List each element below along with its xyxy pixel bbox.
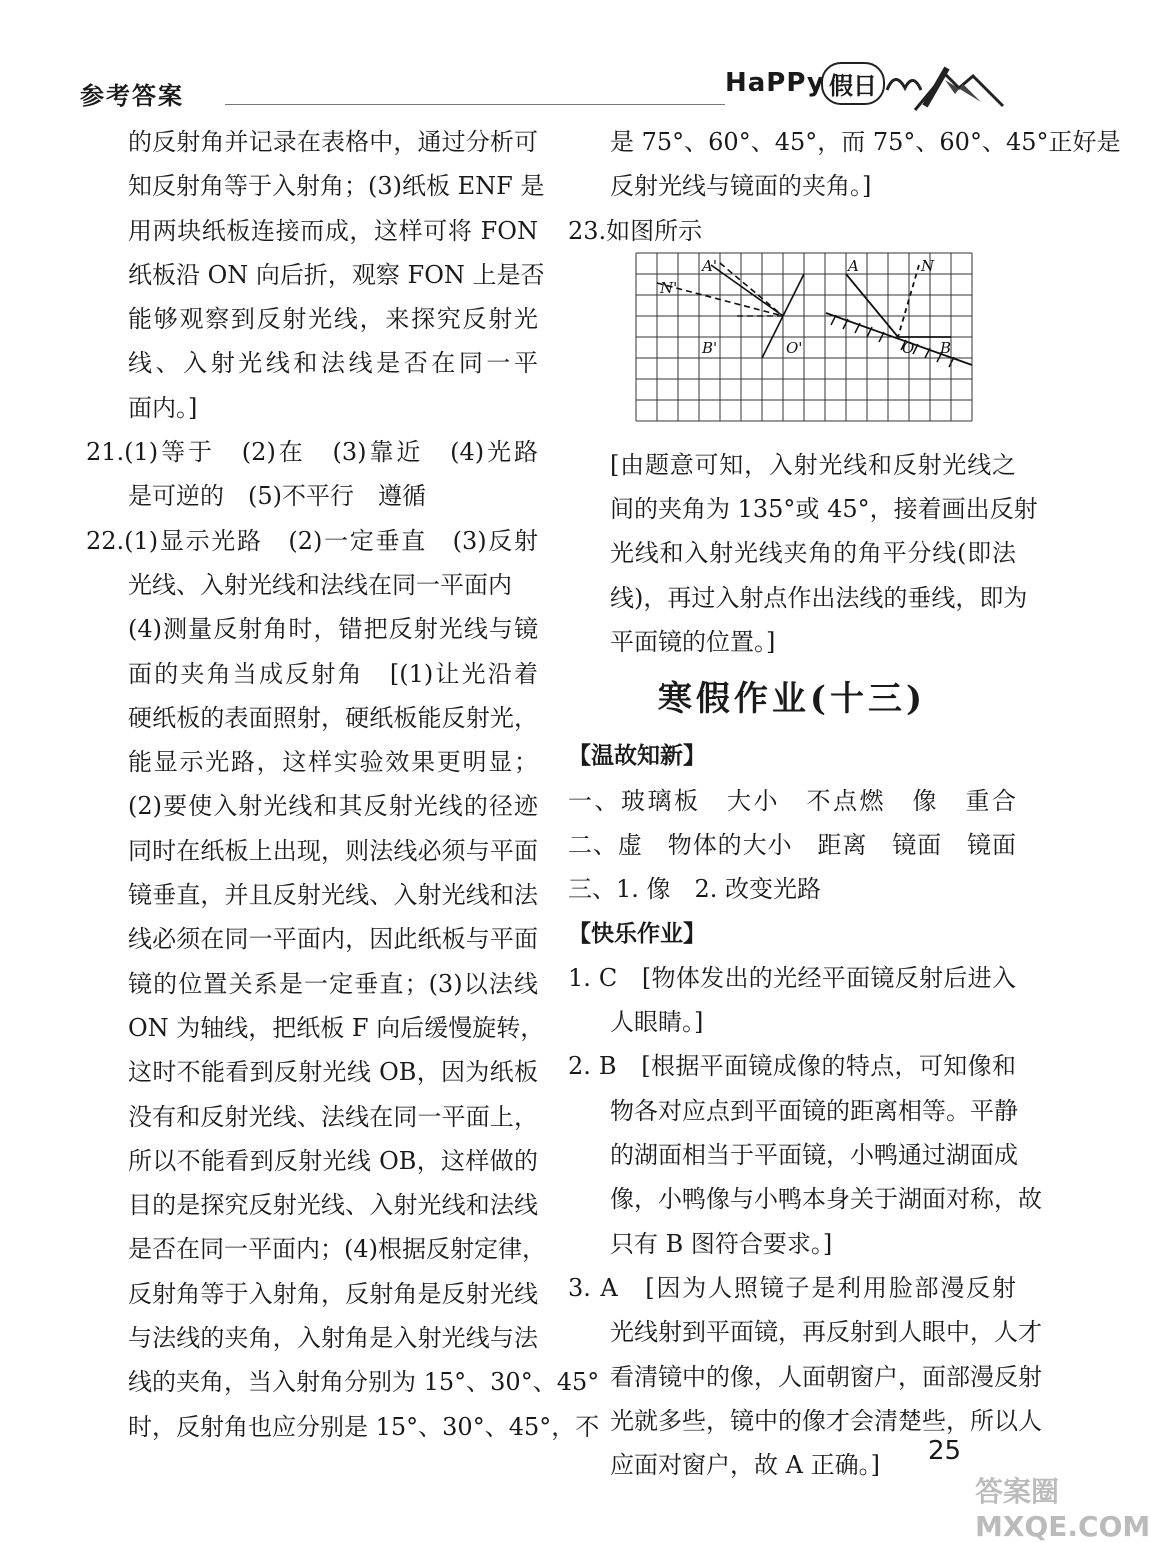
text-line: 能显示光路，这样实验效果更明显；	[128, 748, 538, 777]
watermark: 答案圈 MXQE.COM	[975, 1475, 1150, 1543]
text-line: 面的夹角当成反射角 [(1)让光沿着	[128, 659, 538, 688]
mirror-hatching	[831, 315, 954, 367]
text-line: 线的夹角，当入射角分别为 15°、30°、45°	[128, 1368, 600, 1397]
subsection-heading: 【快乐作业】	[568, 919, 706, 947]
text-line: 反射光线与镜面的夹角。]	[610, 172, 872, 201]
text-line: 是可逆的 (5)不平行 遵循	[128, 482, 426, 511]
text-line: 面内。]	[128, 393, 198, 422]
text-line: 反射角等于入射角，反射角是反射光线	[128, 1279, 538, 1308]
label-O-prime: O'	[786, 338, 803, 357]
left-construction	[657, 263, 804, 358]
text-line: 知反射角等于入射角；(3)纸板 ENF 是	[128, 172, 545, 201]
text-line: 线)，再过入射点作出法线的垂线，即为	[610, 583, 1028, 612]
label-A: A	[848, 256, 859, 275]
label-B-prime: B'	[702, 338, 718, 357]
text-line: 人眼睛。]	[610, 1008, 704, 1037]
text-line: 镜垂直，并且反射光线、入射光线和法	[128, 881, 538, 910]
text-line: 的湖面相当于平面镜，小鸭通过湖面成	[610, 1141, 1018, 1170]
text-line: 与法线的夹角，入射角是入射光线与法	[128, 1324, 538, 1353]
text-line: 没有和反射光线、法线在同一平面上，	[128, 1102, 538, 1131]
label-A-prime: A'	[702, 256, 717, 275]
mountain-logo-icon	[885, 60, 1005, 116]
text-line: 时，反射角也应分别是 15°、30°、45°，不	[128, 1412, 600, 1441]
page-number: 25	[928, 1436, 962, 1466]
header-rule	[225, 104, 725, 105]
text-line: 线必须在同一平面内，因此纸板与平面	[128, 925, 538, 954]
text-line: 所以不能看到反射光线 OB，这样做的	[128, 1146, 538, 1175]
text-line: 平面镜的位置。]	[610, 628, 776, 657]
text-line: 同时在纸板上出现，则法线必须与平面	[128, 836, 538, 865]
section-title: 寒假作业(十三)	[657, 679, 927, 720]
label-N-prime: N'	[660, 278, 678, 297]
text-line: 能够观察到反射光线，来探究反射光	[128, 305, 538, 334]
subsection-heading: 【温故知新】	[568, 742, 706, 770]
text-line: 是否在同一平面内；(4)根据反射定律，	[128, 1235, 546, 1264]
text-line: 光线和入射光线夹角的角平分线(即法	[610, 539, 1016, 568]
section-label: 参考答案	[80, 81, 184, 110]
answer-22: 22.(1)显示光路 (2)一定垂直 (3)反射	[86, 526, 538, 555]
text-line: 间的夹角为 135°或 45°，接着画出反射	[610, 495, 1038, 524]
text-line: 光线射到平面镜，再反射到人眼中，人才	[610, 1318, 1042, 1347]
text-line: ON 为轴线，把纸板 F 向后缓慢旋转，	[128, 1013, 545, 1042]
answer-3: 3. A [因为人照镜子是利用脸部漫反射	[568, 1273, 1016, 1302]
text-line: 光线、入射光线和法线在同一平面内	[128, 570, 512, 599]
text-line: 二、虚 物体的大小 距离 镜面 镜面	[568, 830, 1016, 859]
grid-figure	[636, 253, 980, 425]
text-line: 物各对应点到平面镜的距离相等。平静	[610, 1096, 1018, 1125]
text-line: 用两块纸板连接而成，这样可将 FON	[128, 216, 538, 245]
text-line: 应面对窗户，故 A 正确。]	[610, 1451, 880, 1480]
text-line: (4)测量反射角时，错把反射光线与镜	[128, 615, 538, 644]
label-N: N	[921, 256, 935, 275]
answer-23: 23.如图所示	[568, 216, 703, 245]
label-O: O	[902, 338, 915, 357]
text-line: 三、1. 像 2. 改变光路	[568, 875, 822, 904]
text-line: 镜的位置关系是一定垂直；(3)以法线	[128, 969, 538, 998]
reflection-diagram	[568, 253, 1016, 443]
text-line: 目的是探究反射光线、入射光线和法线	[128, 1191, 538, 1220]
text-line: 只有 B 图符合要求。]	[610, 1229, 833, 1258]
text-line: 看清镜中的像，人面朝窗户，面部漫反射	[610, 1362, 1042, 1391]
happy-holiday-logo	[725, 60, 1005, 120]
text-line: 硬纸板的表面照射，硬纸板能反射光，	[128, 703, 538, 732]
label-B: B	[940, 338, 952, 357]
text-line: 是 75°、60°、45°，而 75°、60°、45°正好是	[610, 128, 1121, 156]
text-line: (2)要使入射光线和其反射光线的径迹	[128, 792, 538, 821]
text-line: 这时不能看到反射光线 OB，因为纸板	[128, 1058, 538, 1087]
logo-text: HaPPy	[725, 68, 825, 98]
answer-2: 2. B [根据平面镜成像的特点，可知像和	[568, 1052, 1016, 1081]
text-line: [由题意可知，入射光线和反射光线之	[610, 450, 1016, 479]
logo-circle-text: 假日	[821, 62, 885, 105]
text-line: 光就多些，镜中的像才会清楚些，所以人	[610, 1406, 1042, 1435]
text-line: 纸板沿 ON 向后折，观察 FON 上是否	[128, 260, 545, 289]
text-line: 线、入射光线和法线是否在同一平	[128, 349, 538, 378]
answer-21: 21.(1)等于 (2)在 (3)靠近 (4)光路	[86, 438, 538, 467]
answer-1: 1. C [物体发出的光经平面镜反射后进入	[568, 963, 1016, 992]
text-line: 像，小鸭像与小鸭本身关于湖面对称，故	[610, 1185, 1042, 1214]
text-line: 的反射角并记录在表格中，通过分析可	[128, 128, 538, 156]
left-column	[86, 120, 600, 1449]
text-line: 一、玻璃板 大小 不点燃 像 重合	[568, 786, 1016, 815]
right-column	[568, 120, 1121, 1487]
